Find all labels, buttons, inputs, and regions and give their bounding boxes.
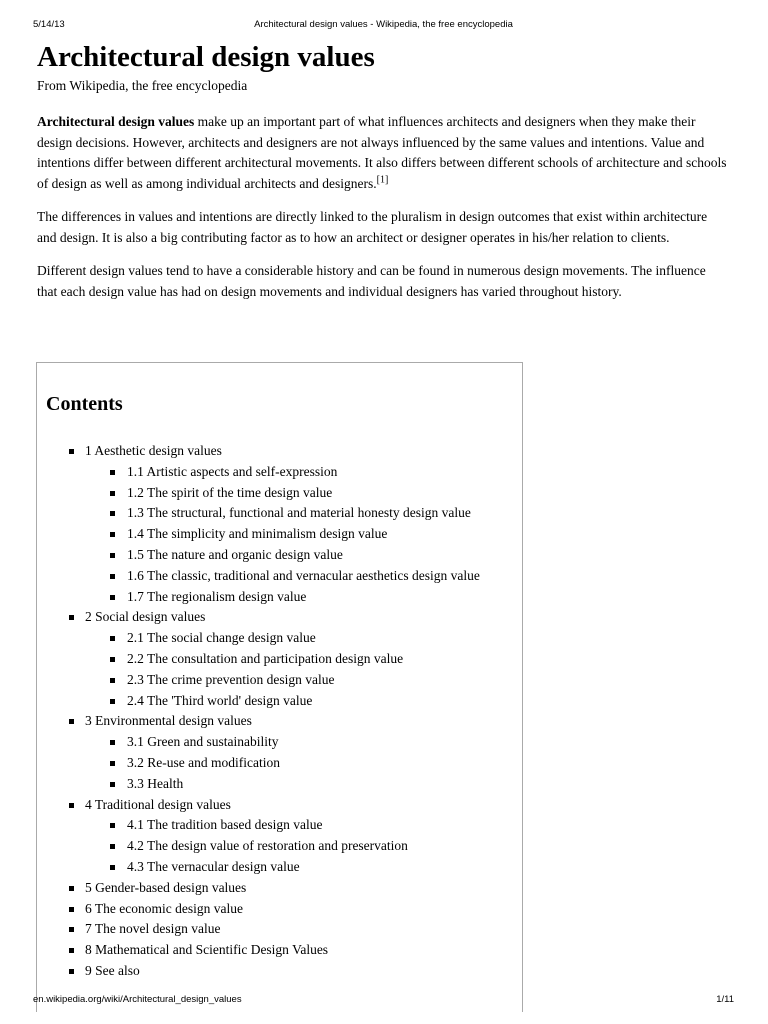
- toc-subitem-link[interactable]: 2.3 The crime prevention design value: [127, 670, 515, 691]
- toc-subitem-link[interactable]: 1.4 The simplicity and minimalism design value: [127, 524, 515, 545]
- intro-text: make up an important part of what influences architects and designers when they make their design decisions. However, architects and designers are not always influenced by the same values and intentions. Value and intentions differ between different architectural movements. It also differs between different schools of architecture and schools of design as well as among individual architects and designers.: [37, 114, 727, 191]
- toc-subitem-link[interactable]: 4.2 The design value of restoration and preservation: [127, 836, 515, 857]
- paragraph-history: Different design values tend to have a considerable history and can be found in numerous design movements. The influence that each design value has had on design movements and individual designers has varied throughout history.: [37, 263, 706, 299]
- intro-paragraph: [37, 112, 727, 194]
- intro-bold-term: Architectural design values: [37, 114, 195, 129]
- toc-subitem-link[interactable]: 3.1 Green and sustainability: [127, 732, 515, 753]
- toc-item: [85, 795, 515, 878]
- toc-item: [85, 441, 515, 607]
- toc-sublist: [85, 815, 515, 877]
- toc-subitem-link[interactable]: 1.7 The regionalism design value: [127, 587, 515, 608]
- toc-subitem-link[interactable]: 1.3 The structural, functional and material honesty design value: [127, 503, 515, 524]
- toc-subitem-link[interactable]: 2.1 The social change design value: [127, 628, 515, 649]
- toc-subitem-link[interactable]: 1.1 Artistic aspects and self-expression: [127, 462, 515, 483]
- toc-sublist: [85, 462, 515, 608]
- toc-item: [85, 711, 515, 794]
- paragraph-pluralism: The differences in values and intentions are directly linked to the pluralism in design outcomes that exist within architecture and design. It is also a big contributing factor as to how an architect or designer operates in his/her relation to clients.: [37, 209, 708, 245]
- toc-subitem-link[interactable]: 2.2 The consultation and participation design value: [127, 649, 515, 670]
- toc-item: [85, 961, 515, 982]
- toc-subitem-link[interactable]: 3.3 Health: [127, 774, 515, 795]
- toc-link[interactable]: 4 Traditional design values: [85, 796, 231, 812]
- toc-sublist: [85, 628, 515, 711]
- toc-list: [85, 441, 515, 982]
- toc-item: [85, 878, 515, 899]
- print-page-number: 1/11: [716, 994, 734, 1005]
- toc-subitem-link[interactable]: 4.3 The vernacular design value: [127, 857, 515, 878]
- toc-link[interactable]: 5 Gender-based design values: [85, 879, 247, 895]
- toc-subitem-link[interactable]: 1.6 The classic, traditional and vernacular aesthetics design value: [127, 566, 515, 587]
- toc-item: [85, 607, 515, 711]
- toc-link[interactable]: 1 Aesthetic design values: [85, 443, 222, 458]
- reference-link[interactable]: [1]: [376, 174, 389, 185]
- toc-sublist: [85, 732, 515, 794]
- toc-link[interactable]: 7 The novel design value: [85, 921, 221, 937]
- toc-subitem-link[interactable]: 3.2 Re-use and modification: [127, 753, 515, 774]
- toc-subitem-link[interactable]: 4.1 The tradition based design value: [127, 815, 515, 836]
- print-date: 5/14/13: [33, 19, 65, 30]
- site-tagline: From Wikipedia, the free encyclopedia: [37, 78, 248, 93]
- toc-heading: Contents: [46, 393, 123, 415]
- toc-subitem-link[interactable]: 1.2 The spirit of the time design value: [127, 483, 515, 504]
- page-title: Architectural design values: [37, 41, 375, 73]
- toc-subitem-link[interactable]: 1.5 The nature and organic design value: [127, 545, 515, 566]
- article-content: [37, 38, 727, 302]
- toc-item: [85, 919, 515, 940]
- toc-link[interactable]: 2 Social design values: [85, 609, 206, 625]
- toc-item: [85, 899, 515, 920]
- table-of-contents: [36, 362, 523, 1012]
- toc-link[interactable]: 3 Environmental design values: [85, 713, 252, 729]
- toc-subitem-link[interactable]: 2.4 The 'Third world' design value: [127, 691, 515, 712]
- print-page-title: Architectural design values - Wikipedia, the free encyclopedia: [254, 19, 513, 30]
- toc-link[interactable]: 9 See also: [85, 962, 140, 978]
- toc-link[interactable]: 8 Mathematical and Scientific Design Values: [85, 942, 329, 958]
- toc-link[interactable]: 6 The economic design value: [85, 900, 243, 916]
- print-url: en.wikipedia.org/wiki/Architectural_design_values: [33, 994, 242, 1005]
- toc-item: [85, 940, 515, 961]
